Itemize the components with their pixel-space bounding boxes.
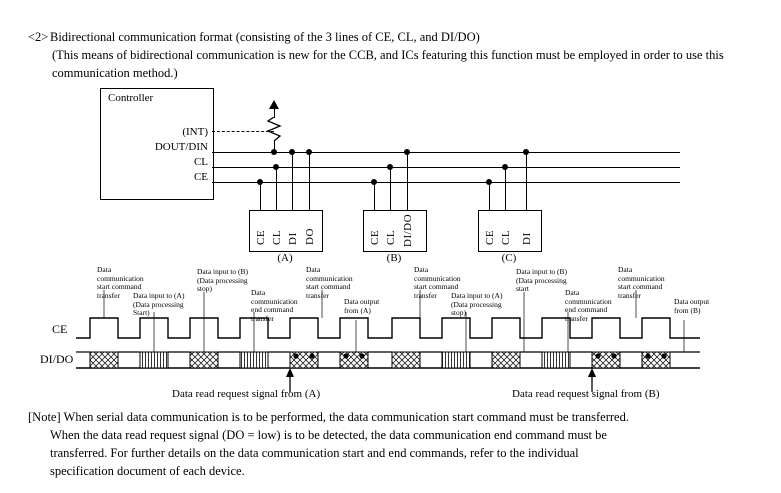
- annotation-9: Data communication end command transfer: [565, 288, 612, 323]
- annotation-0: Data communication start command transfer: [97, 265, 144, 300]
- ce-waveform: [76, 318, 700, 338]
- note-text-4: specification document of each device.: [50, 464, 245, 478]
- note-text-1: When serial data communication is to be performed, the data communication start command must be transferred.: [63, 410, 629, 424]
- device-b-pin-cl: CL: [385, 229, 397, 245]
- annotation-11: Data output from (B): [674, 297, 710, 315]
- annotation-1: Data input to (A) (Data processing Start): [133, 291, 185, 318]
- section-title: Bidirectional communication format (consisting of the 3 lines of CE, CL, and DI/DO): [50, 30, 480, 44]
- annotation-10: Data communication start command transfer: [618, 265, 665, 300]
- device-c-name: (C): [501, 252, 517, 264]
- annotation-4: Data communication start command transfer: [306, 265, 353, 300]
- caption-read-request-a: Data read request signal from (A): [172, 388, 321, 400]
- section-subtitle: (This means of bidirectional communication is new for the CCB, and ICs featuring this function must be employed in order to use this communication method.): [52, 48, 724, 80]
- note-label: [Note]: [28, 410, 61, 424]
- timing-label-didio: DI/DO: [40, 352, 74, 366]
- section-marker: <2>: [28, 30, 49, 44]
- device-b-pin-didio: DI/DO: [402, 213, 414, 247]
- annotation-3: Data communication end command transfer: [251, 288, 298, 323]
- didio-data-blocks: [90, 352, 670, 368]
- note-line-1: [28, 408, 758, 426]
- device-b-pin-ce: CE: [369, 229, 381, 245]
- pin-label-cl: CL: [193, 156, 208, 168]
- note-text-2: When the data read request signal (DO = low) is to be detected, the data communication end command must be: [50, 428, 607, 442]
- device-a-pin-ce: CE: [255, 229, 267, 245]
- device-c-pin-cl: CL: [500, 229, 512, 245]
- note-text-3: transferred. For further details on the data communication start and end commands, refer to the individual: [50, 446, 579, 460]
- annotation-6: Data communication start command transfer: [414, 265, 461, 300]
- pin-label-ce: CE: [193, 171, 208, 183]
- device-b-name: (B): [386, 252, 402, 264]
- caption-read-request-b: Data read request signal from (B): [512, 388, 660, 400]
- device-a-pin-do: DO: [304, 228, 316, 245]
- device-a-name: (A): [277, 252, 293, 264]
- device-a-pin-cl: CL: [271, 229, 283, 245]
- annotation-8: Data input to (B) (Data processing start: [516, 267, 568, 294]
- note-block: [28, 408, 758, 480]
- device-a-pin-di: DI: [287, 232, 299, 245]
- pin-label-dout-din: DOUT/DIN: [154, 141, 208, 153]
- controller-label: Controller: [108, 92, 154, 104]
- device-c-pin-di: DI: [521, 232, 533, 245]
- device-c-pin-ce: CE: [484, 229, 496, 245]
- annotation-2: Data input to (B) (Data processing stop): [197, 267, 249, 294]
- annotation-5: Data output from (A): [344, 297, 380, 315]
- pin-label-int: (INT): [182, 126, 208, 138]
- timing-label-ce: CE: [52, 322, 68, 336]
- annotation-leaders: [104, 290, 684, 352]
- annotation-7: Data input to (A) (Data processing stop): [451, 291, 503, 318]
